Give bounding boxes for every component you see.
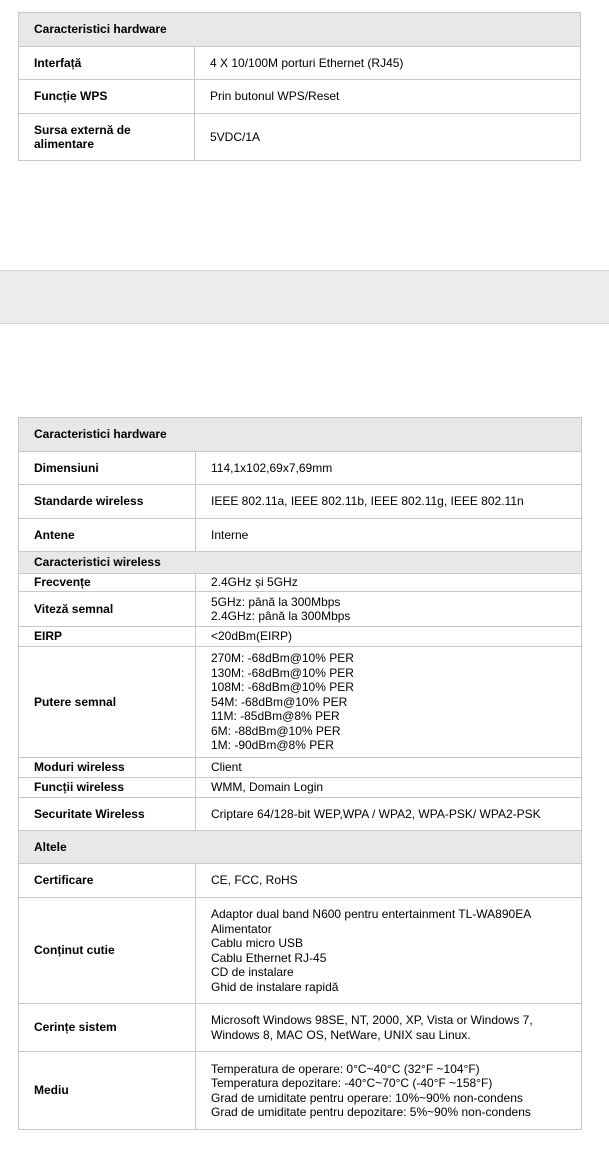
row-value: 270M: -68dBm@10% PER 130M: -68dBm@10% PER 108M: -68dBm@10% PER 54M: -68dBm@10% PER 11M: -85dBm@8% PER 6M: -88dBm@10% PER 1M: -90dBm@8% PER xyxy=(196,647,582,758)
row-label: Conținut cutie xyxy=(19,898,196,1004)
page-separator-band xyxy=(0,270,609,324)
row-value: 114,1x102,69x7,69mm xyxy=(196,452,582,485)
row-value: Adaptor dual band N600 pentru entertainment TL-WA890EA Alimentator Cablu micro USB Cablu Ethernet RJ-45 CD de instalare Ghid de instalare rapidă xyxy=(196,898,582,1004)
table-row xyxy=(19,1004,582,1052)
row-label: Frecvențe xyxy=(19,574,196,592)
row-value: Microsoft Windows 98SE, NT, 2000, XP, Vista or Windows 7, Windows 8, MAC OS, NetWare, UNIX sau Linux. xyxy=(196,1004,582,1052)
section-header: Caracteristici hardware xyxy=(19,13,581,47)
row-value: Temperatura de operare: 0°C~40°C (32°F ~104°F) Temperatura depozitare: -40°C~70°C (-40°F ~158°F) Grad de umiditate pentru operare: 10%~90% non-condens Grad de umiditate pentru depozitare: 5%~90% non-condens xyxy=(196,1052,582,1130)
table-row xyxy=(19,47,581,80)
row-value: Client xyxy=(196,758,582,778)
row-value: CE, FCC, RoHS xyxy=(196,864,582,898)
table-row xyxy=(19,574,582,592)
table-row xyxy=(19,592,582,627)
table-row xyxy=(19,452,582,485)
row-label: Securitate Wireless xyxy=(19,798,196,831)
row-label: Putere semnal xyxy=(19,647,196,758)
table-row xyxy=(19,519,582,552)
section-header: Caracteristici wireless xyxy=(19,552,582,574)
row-value: IEEE 802.11a, IEEE 802.11b, IEEE 802.11g, IEEE 802.11n xyxy=(196,485,582,519)
row-value: Interne xyxy=(196,519,582,552)
full-spec-table xyxy=(18,417,582,1130)
row-label: Funcție WPS xyxy=(19,80,195,114)
hardware-spec-table xyxy=(18,12,581,161)
row-value: 5GHz: până la 300Mbps 2.4GHz: până la 300Mbps xyxy=(196,592,582,627)
table-row xyxy=(19,798,582,831)
row-label: Certificare xyxy=(19,864,196,898)
row-label: Standarde wireless xyxy=(19,485,196,519)
table-row xyxy=(19,114,581,161)
row-label: Dimensiuni xyxy=(19,452,196,485)
row-value: 2.4GHz și 5GHz xyxy=(196,574,582,592)
row-label: Viteză semnal xyxy=(19,592,196,627)
row-label: Cerințe sistem xyxy=(19,1004,196,1052)
row-label: Moduri wireless xyxy=(19,758,196,778)
table-row xyxy=(19,758,582,778)
row-value: 4 X 10/100M porturi Ethernet (RJ45) xyxy=(195,47,581,80)
row-label: Antene xyxy=(19,519,196,552)
table-row xyxy=(19,627,582,647)
row-value: <20dBm(EIRP) xyxy=(196,627,582,647)
row-value: WMM, Domain Login xyxy=(196,778,582,798)
table-row xyxy=(19,778,582,798)
table-row xyxy=(19,80,581,114)
table-row xyxy=(19,485,582,519)
row-label: Funcții wireless xyxy=(19,778,196,798)
row-label: Interfață xyxy=(19,47,195,80)
row-value: 5VDC/1A xyxy=(195,114,581,161)
row-label: EIRP xyxy=(19,627,196,647)
section-header: Altele xyxy=(19,831,582,864)
row-value: Prin butonul WPS/Reset xyxy=(195,80,581,114)
row-value: Criptare 64/128-bit WEP,WPA / WPA2, WPA-PSK/ WPA2-PSK xyxy=(196,798,582,831)
table-row xyxy=(19,898,582,1004)
row-label: Mediu xyxy=(19,1052,196,1130)
table-row xyxy=(19,1052,582,1130)
section-header: Caracteristici hardware xyxy=(19,418,582,452)
table-row xyxy=(19,647,582,758)
table-row xyxy=(19,864,582,898)
row-label: Sursa externă de alimentare xyxy=(19,114,195,161)
